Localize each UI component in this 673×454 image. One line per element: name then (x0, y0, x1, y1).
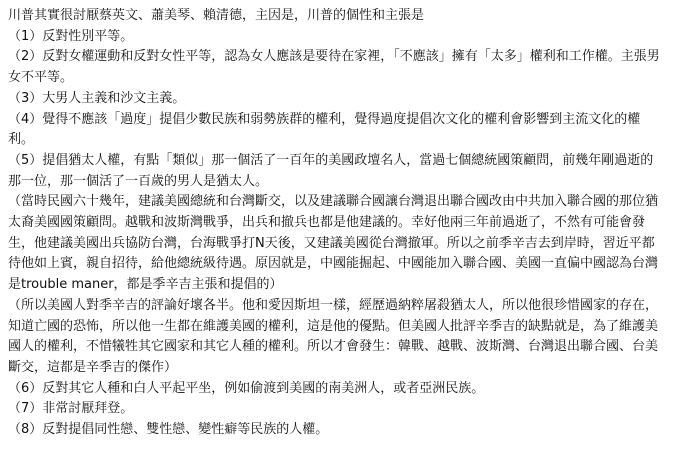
point-7-paragraph: （7）非常討厭拜登。 (8, 401, 134, 417)
point-4-paragraph: （4）覺得不應該「過度」提倡少數民族和弱勢族群的權利，覺得過度提倡次文化的權利會影響到主流文化的權利。 (8, 111, 641, 148)
note-paragraph-1: （當時民國六十幾年，建議美國總統和台灣斷交，以及建議聯合國讓台灣退出聯合國改由中共加入聯合國的那位猶太裔美國國策顧問。越戰和波斯灣戰爭，出兵和撤兵也都是他建議的。幸好他兩三年前過逝了，不然有可能會發生，他建議美國出兵協防台灣，台海戰爭打N天後，又建議美國從台灣撤軍。所以之前季辛吉去到岸時，習近平都待他如上賓，親自招待，給他總統級待遇。原因就是，中國能掘起、中國能加入聯合國、美國一直偏中國認為台灣是trouble maner，都是季辛吉主張和提倡的） (8, 194, 659, 293)
point-8-paragraph: （8）反對提倡同性戀、雙性戀、變性癖等民族的人權。 (8, 422, 329, 438)
intro-paragraph: 川普其實很討厭蔡英文、蕭美琴、賴清德，主因是，川普的個性和主張是 (8, 8, 425, 23)
point-3-paragraph: （3）大男人主義和沙文主義。 (8, 90, 186, 106)
point-6-paragraph: （6）反對其它人種和白人平起平坐，例如偷渡到美國的南美洲人，或者亞洲民族。 (8, 380, 485, 396)
note-paragraph-2: （所以美國人對季辛吉的評論好壞各半。他和愛因斯坦一樣，經歷過納粹屠殺猶太人，所以他很珍惜國家的存在，知道亡國的恐怖，所以他一生都在維護美國的權利，這是他的優點。但美國人批評辛季吉的缺點就是，為了維護美國人的權利，不惜犧牲其它國家和其它人種的權利。所以才會發生：韓戰、越戰、波斯灣、台灣退出聯合國、台美斷交，這都是辛季吉的傑作） (8, 297, 659, 375)
point-2-paragraph: （2）反對女權運動和反對女性平等，認為女人應該是要待在家裡，「不應該」擁有「太多」權利和工作權。主張男女不平等。 (8, 49, 660, 86)
point-1-paragraph: （1）反對性別平等。 (8, 28, 134, 44)
point-5-paragraph: （5）提倡猶太人權，有點「類似」那一個活了一百年的美國政壇名人，當過七個總統國策顧問，前幾年剛過逝的那一位，那一個活了一百歲的男人是猶太人。 (8, 152, 654, 189)
